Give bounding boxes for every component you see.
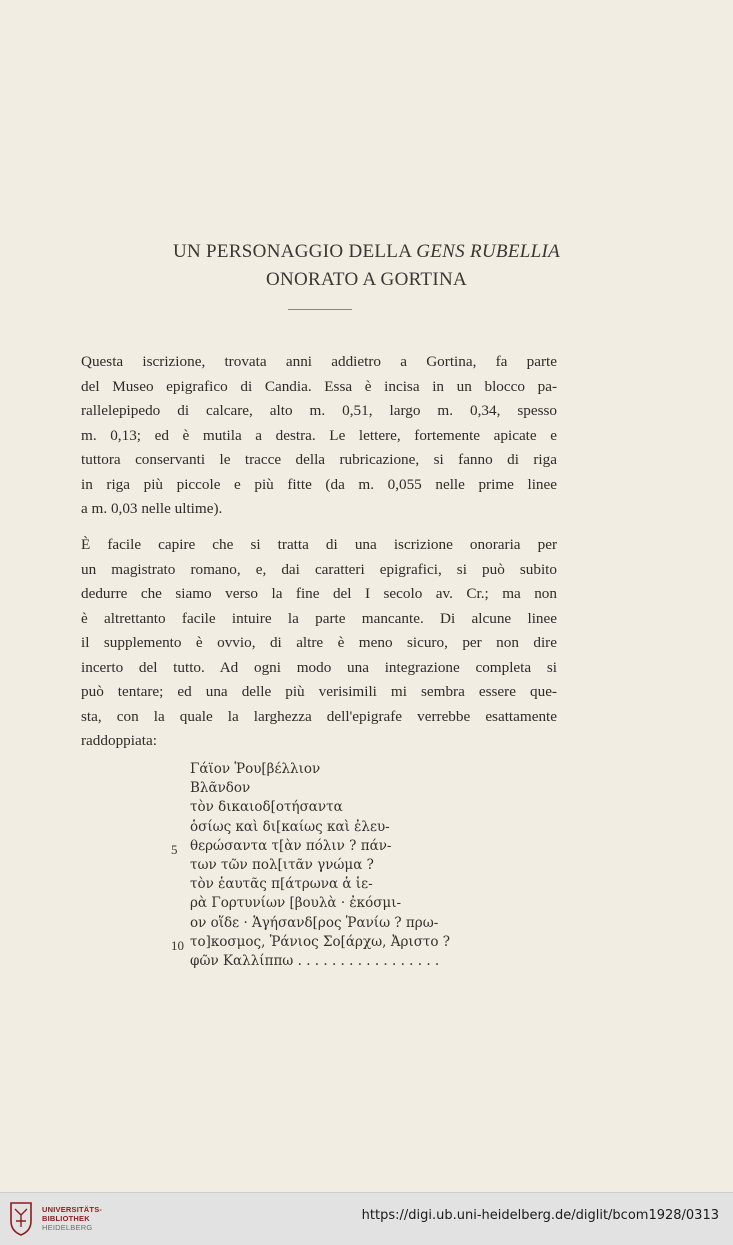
line-number-5: 5 — [171, 842, 178, 857]
title-italic: GENS RUBELLIA — [416, 241, 561, 262]
greek-inscription — [190, 760, 510, 971]
article-title-line-2: ONORATO A GORTINA — [265, 269, 467, 290]
paragraph2-line: può tentare; ed una delle più verisimili mi sembra essere que- — [81, 683, 557, 700]
inscription-line: των τῶν πολ[ιτᾶν γνώμα ? — [190, 856, 374, 873]
line-number-10: 10 — [171, 938, 184, 953]
paragraph1-line: tuttora conservanti le tracce della rubricazione, si fanno di riga — [81, 451, 557, 468]
paragraph1-line: a m. 0,03 nelle ultime). — [81, 500, 223, 517]
paragraph2-line: è altrettanto facile intuire la parte mancante. Di alcune linee — [81, 609, 557, 627]
paragraph-2 — [81, 533, 557, 754]
article-title-line-1 — [0, 241, 733, 263]
paragraph2-line: dedurre che siamo verso la fine del I secolo av. Cr.; ma non — [81, 585, 557, 602]
library-logo-text — [42, 1205, 102, 1232]
permalink-url[interactable]: https://digi.ub.uni-heidelberg.de/diglit/bcom1928/0313 — [361, 1208, 719, 1223]
inscription-line: το]κοσμος, Ῥάνιος Σο[άρχω, Ἀριστο ? — [190, 933, 451, 950]
inscription-line: ον οἵδε · Ἁγήσανδ[ρος Ῥανίω ? πρω- — [190, 914, 439, 931]
library-footer — [0, 1192, 733, 1245]
logo-line-3: HEIDELBERG — [42, 1223, 93, 1232]
paragraph2-line: un magistrato romano, e, dai caratteri epigrafici, si può subito — [81, 560, 557, 578]
inscription-line: ὁσίως καὶ δι[καίως καὶ ἐλευ- — [190, 818, 390, 835]
paragraph2-line: È facile capire che si tratta di una iscrizione onoraria per — [81, 536, 557, 553]
paragraph1-line: Questa iscrizione, trovata anni addietro a Gortina, fa parte — [81, 353, 557, 370]
inscription-line: φῶν Καλλίππω . . . . . . . . . . . . . . . . . — [190, 952, 440, 969]
inscription-line: Γάϊον Ῥου[βέλλιον — [190, 761, 321, 777]
paragraph2-line: il supplemento è ovvio, di altre è meno sicuro, per non dire — [81, 634, 557, 651]
logo-line-2: BIBLIOTHEK — [42, 1214, 90, 1223]
title-prefix: UN PERSONAGGIO DELLA — [172, 241, 417, 262]
paragraph2-line: incerto del tutto. Ad ogni modo una integrazione completa si — [81, 658, 557, 676]
paragraph1-line: in riga più piccole e più fitte (da m. 0,055 nelle prime linee — [81, 475, 557, 493]
inscription-line: τὸν δικαιοδ[οτήσαντα — [190, 799, 343, 816]
inscription-line: τὸν ἑαυτᾶς π[άτρωνα ἁ ἱε- — [190, 876, 373, 893]
inscription-line: θερώσαντα τ[ὰν πόλιν ? πάν- — [190, 837, 392, 854]
logo-line-1: UNIVERSITÄTS- — [42, 1205, 103, 1214]
university-seal-icon — [8, 1199, 34, 1237]
title-divider — [288, 309, 352, 310]
inscription-line: ρὰ Γορτυνίων [βουλὰ · ἐκόσμι- — [190, 895, 402, 912]
paragraph2-line: sta, con la quale la larghezza dell'epigrafe verrebbe esattamente — [81, 707, 557, 725]
paragraph1-line: m. 0,13; ed è mutila a destra. Le lettere, fortemente apicate e — [81, 426, 557, 444]
paragraph2-line: raddoppiata: — [81, 732, 157, 749]
paragraph1-line: del Museo epigrafico di Candia. Essa è incisa in un blocco pa- — [81, 377, 557, 395]
paragraph1-line: rallelepipedo di calcare, alto m. 0,51, largo m. 0,34, spesso — [81, 402, 557, 419]
inscription-line: Βλᾶνδον — [190, 780, 251, 797]
paragraph-1 — [81, 350, 557, 522]
